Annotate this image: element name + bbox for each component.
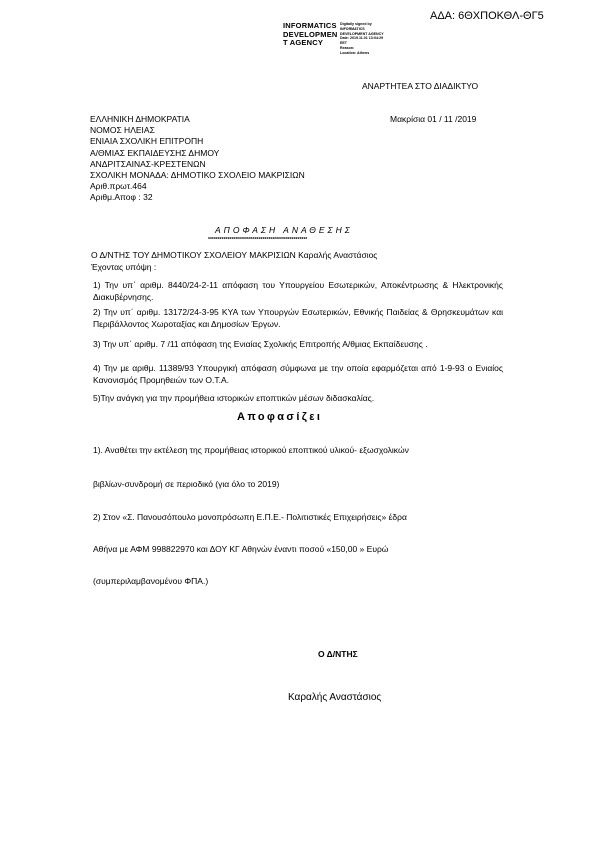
signature-stamp-line: DEVELOPMENT AGENCY [340,31,384,36]
issuer-header [90,114,305,204]
consideration-2: 2) Την υπ΄ αριθμ. 13172/24-3-95 ΚΥΑ των Υπουργών Εσωτερικών, Εθνικής Παιδείας & Θρησκευμάτων και Περιβάλλοντος Χωροταξίας και Δημοσίων Έργων. [93,307,503,329]
header-line: ΣΧΟΛΙΚΗ ΜΟΝΑΔΑ: ΔΗΜΟΤΙΚΟ ΣΧΟΛΕΙΟ ΜΑΚΡΙΣΙΩΝ [90,170,305,181]
agency-logo-line2: DEVELOPMEN [283,29,338,39]
signature-stamp-line: EET [340,41,347,46]
posted-notice: ΑΝΑΡΤΗΤΕΑ ΣΤΟ ΔΙΑΔΙΚΤΥΟ [362,81,479,91]
signature-stamp-line: INFORMATICS [340,26,365,31]
agency-logo-line3: T AGENCY [283,38,324,47]
decision-item-2-line-3: (συμπεριλαμβανομένου ΦΠΑ.) [93,576,209,586]
decision-number: Αριθμ.Αποφ : 32 [90,192,153,203]
header-line: ΑΝΔΡΙΤΣΑΙΝΑΣ-ΚΡΕΣΤΕΝΩΝ [90,158,206,169]
signature-stamp-line: Location: Athens [340,50,370,55]
intro-line: Ο Δ/ΝΤΗΣ ΤΟΥ ΔΗΜΟΤΙΚΟΥ ΣΧΟΛΕΙΟΥ ΜΑΚΡΙΣΙΩΝ Καραλής Αναστάσιος [91,250,378,260]
document-title: ΑΠΟΦΑΣΗ ΑΝΑΘΕΣΗΣ [215,225,353,235]
decision-item-2-line-1: 2) Στον «Σ. Πανουσόπουλο μονοπρόσωπη Ε.Π.Ε.- Πολιτιστικές Επιχειρήσεις» έδρα [93,512,407,522]
signature-stamp-line: Date: 2019.11.01 13:04:29 [340,36,384,41]
consideration-1: 1) Την υπ΄ αριθμ. 8440/24-2-11 απόφαση του Υπουργείου Εσωτερικών, Αποκέντρωσης & Ηλεκτρονικής Διακυβέρνησης. [93,280,503,302]
decides-heading: Αποφασίζει [237,411,323,423]
decision-item-1-line-1: 1). Αναθέτει την εκτέλεση της προμήθειας ιστορικού εποπτικού υλικού- εξωσχολικών [93,445,409,455]
header-line: ΕΛΛΗΝΙΚΗ ΔΗΜΟΚΡΑΤΙΑ [90,114,190,124]
signature-stamp-line: Reason: [340,45,355,50]
consideration-5: 5)Την ανάγκη για την προμήθεια ιστορικών εποπτικών μέσων διδασκαλίας. [93,393,375,403]
consideration-3: 3) Την υπ΄ αριθμ. 7 /11 απόφαση της Ενιαίας Σχολικής Επιτροπής Α/θμιας Εκπαίδευσης . [93,339,428,349]
agency-logo-line1: INFORMATICS [283,21,337,30]
digital-signature-stamp [340,22,384,56]
header-line: ΝΟΜΟΣ ΗΛΕΙΑΣ [90,125,155,136]
signature-role: Ο Δ/ΝΤΗΣ [318,649,358,659]
ada-number: ΑΔΑ: 6ΘΧΠΟΚΘΛ-ΘΓ5 [430,10,544,22]
signature-stamp-line: Digitally signed by [340,22,372,26]
signature-name: Καραλής Αναστάσιος [288,692,382,703]
header-line: Α/ΘΜΙΑΣ ΕΚΠΑΙΔΕΥΣΗΣ ΔΗΜΟΥ [90,147,220,158]
having-regard: Έχοντας υπόψη : [91,262,157,272]
decision-item-1-line-2: βιβλίων-συνδρομή σε περιοδικό (για όλο το 2019) [93,479,280,489]
title-underline-stars: *************************************************** [208,237,308,243]
agency-logo [283,22,338,48]
header-line: ΕΝΙΑΙΑ ΣΧΟΛΙΚΗ ΕΠΙΤΡΟΠΗ [90,136,204,147]
consideration-4: 4) Την με αριθμ. 11389/93 Υπουργική απόφαση σύμφωνα με την οποία εφαρμόζεται από 1-9-93 ο Ενιαίος Κανονισμός Προμηθειών των Ο.Τ.Α. [93,363,503,385]
place-date: Μακρίσια 01 / 11 /2019 [390,114,477,124]
protocol-number: Αριθ.πρωτ.464 [90,181,147,192]
decision-item-2-line-2: Αθήνα με ΑΦΜ 998822970 και ΔΟΥ ΚΓ Αθηνών έναντι ποσού «150,00 » Ευρώ [93,544,389,554]
